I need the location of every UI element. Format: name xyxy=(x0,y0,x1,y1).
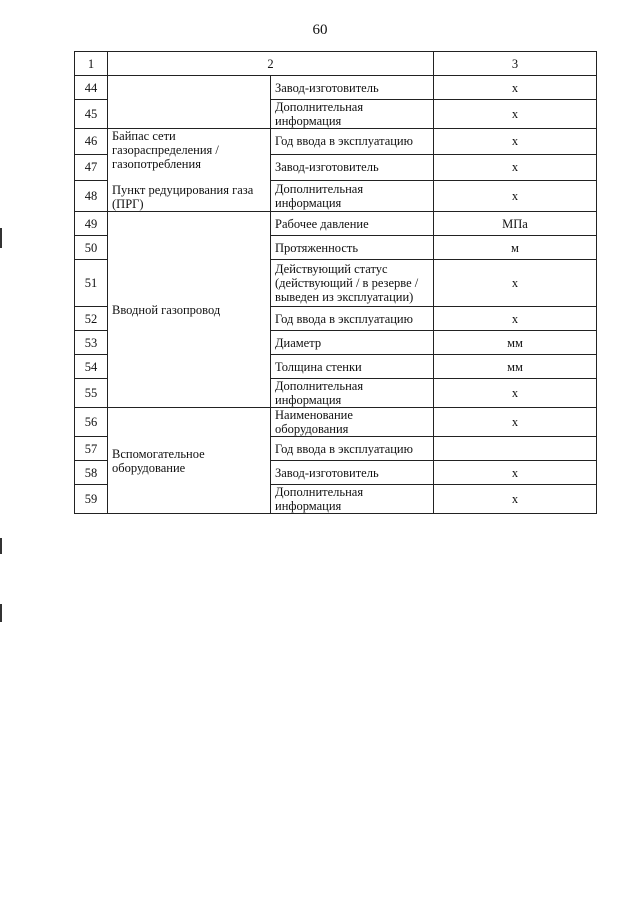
attribute-name: Дополнительная информация xyxy=(271,100,434,129)
row-number: 48 xyxy=(75,180,108,211)
table-header-row xyxy=(75,52,597,76)
attribute-name: Год ввода в эксплуатацию xyxy=(271,307,434,331)
row-number: 54 xyxy=(75,355,108,379)
row-number: 58 xyxy=(75,461,108,485)
row-number: 57 xyxy=(75,437,108,461)
attribute-name: Толщина стенки xyxy=(271,355,434,379)
unit-value: х xyxy=(434,180,597,211)
object-cell-bypass-prg xyxy=(108,129,271,212)
attribute-name: Завод-изготовитель xyxy=(271,154,434,180)
attribute-name: Завод-изготовитель xyxy=(271,76,434,100)
row-number: 55 xyxy=(75,379,108,408)
table-row xyxy=(75,212,597,236)
row-number: 46 xyxy=(75,129,108,155)
scan-edge-mark xyxy=(0,538,2,554)
object-aux: Вспомогательное оборудование xyxy=(112,446,205,475)
attribute-name: Дополнительная информация xyxy=(271,379,434,408)
row-number: 59 xyxy=(75,485,108,514)
row-number: 53 xyxy=(75,331,108,355)
page-number: 60 xyxy=(312,22,328,38)
unit-value: х xyxy=(434,307,597,331)
header-col-3: 3 xyxy=(434,52,597,76)
attribute-name: Протяженность xyxy=(271,236,434,260)
unit-value: х xyxy=(434,154,597,180)
unit-value: МПа xyxy=(434,212,597,236)
unit-value: х xyxy=(434,260,597,307)
attribute-name: Дополнительная информация xyxy=(271,180,434,211)
attribute-name: Год ввода в эксплуатацию xyxy=(271,437,434,461)
unit-value xyxy=(434,437,597,461)
object-cell-empty xyxy=(108,76,271,129)
attribute-name: Рабочее давление xyxy=(271,212,434,236)
unit-value: х xyxy=(434,461,597,485)
header-col-1: 1 xyxy=(75,52,108,76)
row-number: 56 xyxy=(75,408,108,437)
attribute-name-multiline xyxy=(271,260,434,307)
unit-value: х xyxy=(434,485,597,514)
object-bypass-line1: Байпас сети газораспределения / xyxy=(112,129,219,157)
table-row xyxy=(75,129,597,155)
object-prg: Пункт редуцирования газа (ПРГ) xyxy=(112,183,254,211)
row-number: 52 xyxy=(75,307,108,331)
attribute-line: Действующий статус xyxy=(275,262,388,276)
attribute-name: Год ввода в эксплуатацию xyxy=(271,129,434,155)
unit-value: х xyxy=(434,100,597,129)
table-row xyxy=(75,408,597,437)
attributes-table xyxy=(74,51,597,514)
object-bypass-line2: газопотребления xyxy=(112,157,201,171)
row-number: 47 xyxy=(75,154,108,180)
table-row xyxy=(75,76,597,100)
scan-edge-mark xyxy=(0,604,2,622)
unit-value: х xyxy=(434,379,597,408)
unit-value: х xyxy=(434,408,597,437)
attribute-name: Завод-изготовитель xyxy=(271,461,434,485)
scan-edge-mark xyxy=(0,228,2,248)
row-number: 45 xyxy=(75,100,108,129)
attribute-name: Диаметр xyxy=(271,331,434,355)
row-number: 44 xyxy=(75,76,108,100)
attribute-line: (действующий / в резерве / xyxy=(275,276,419,290)
attribute-line: выведен из эксплуатации) xyxy=(275,290,414,304)
unit-value: мм xyxy=(434,331,597,355)
attribute-name: Наименование оборудования xyxy=(271,408,434,437)
unit-value: мм xyxy=(434,355,597,379)
unit-value: м xyxy=(434,236,597,260)
attribute-name: Дополнительная информация xyxy=(271,485,434,514)
object-inlet: Вводной газопровод xyxy=(112,302,221,317)
header-col-2: 2 xyxy=(108,52,434,76)
object-cell-aux xyxy=(108,408,271,514)
unit-value: х xyxy=(434,76,597,100)
object-cell-inlet xyxy=(108,212,271,408)
row-number: 51 xyxy=(75,260,108,307)
unit-value: х xyxy=(434,129,597,155)
row-number: 49 xyxy=(75,212,108,236)
row-number: 50 xyxy=(75,236,108,260)
